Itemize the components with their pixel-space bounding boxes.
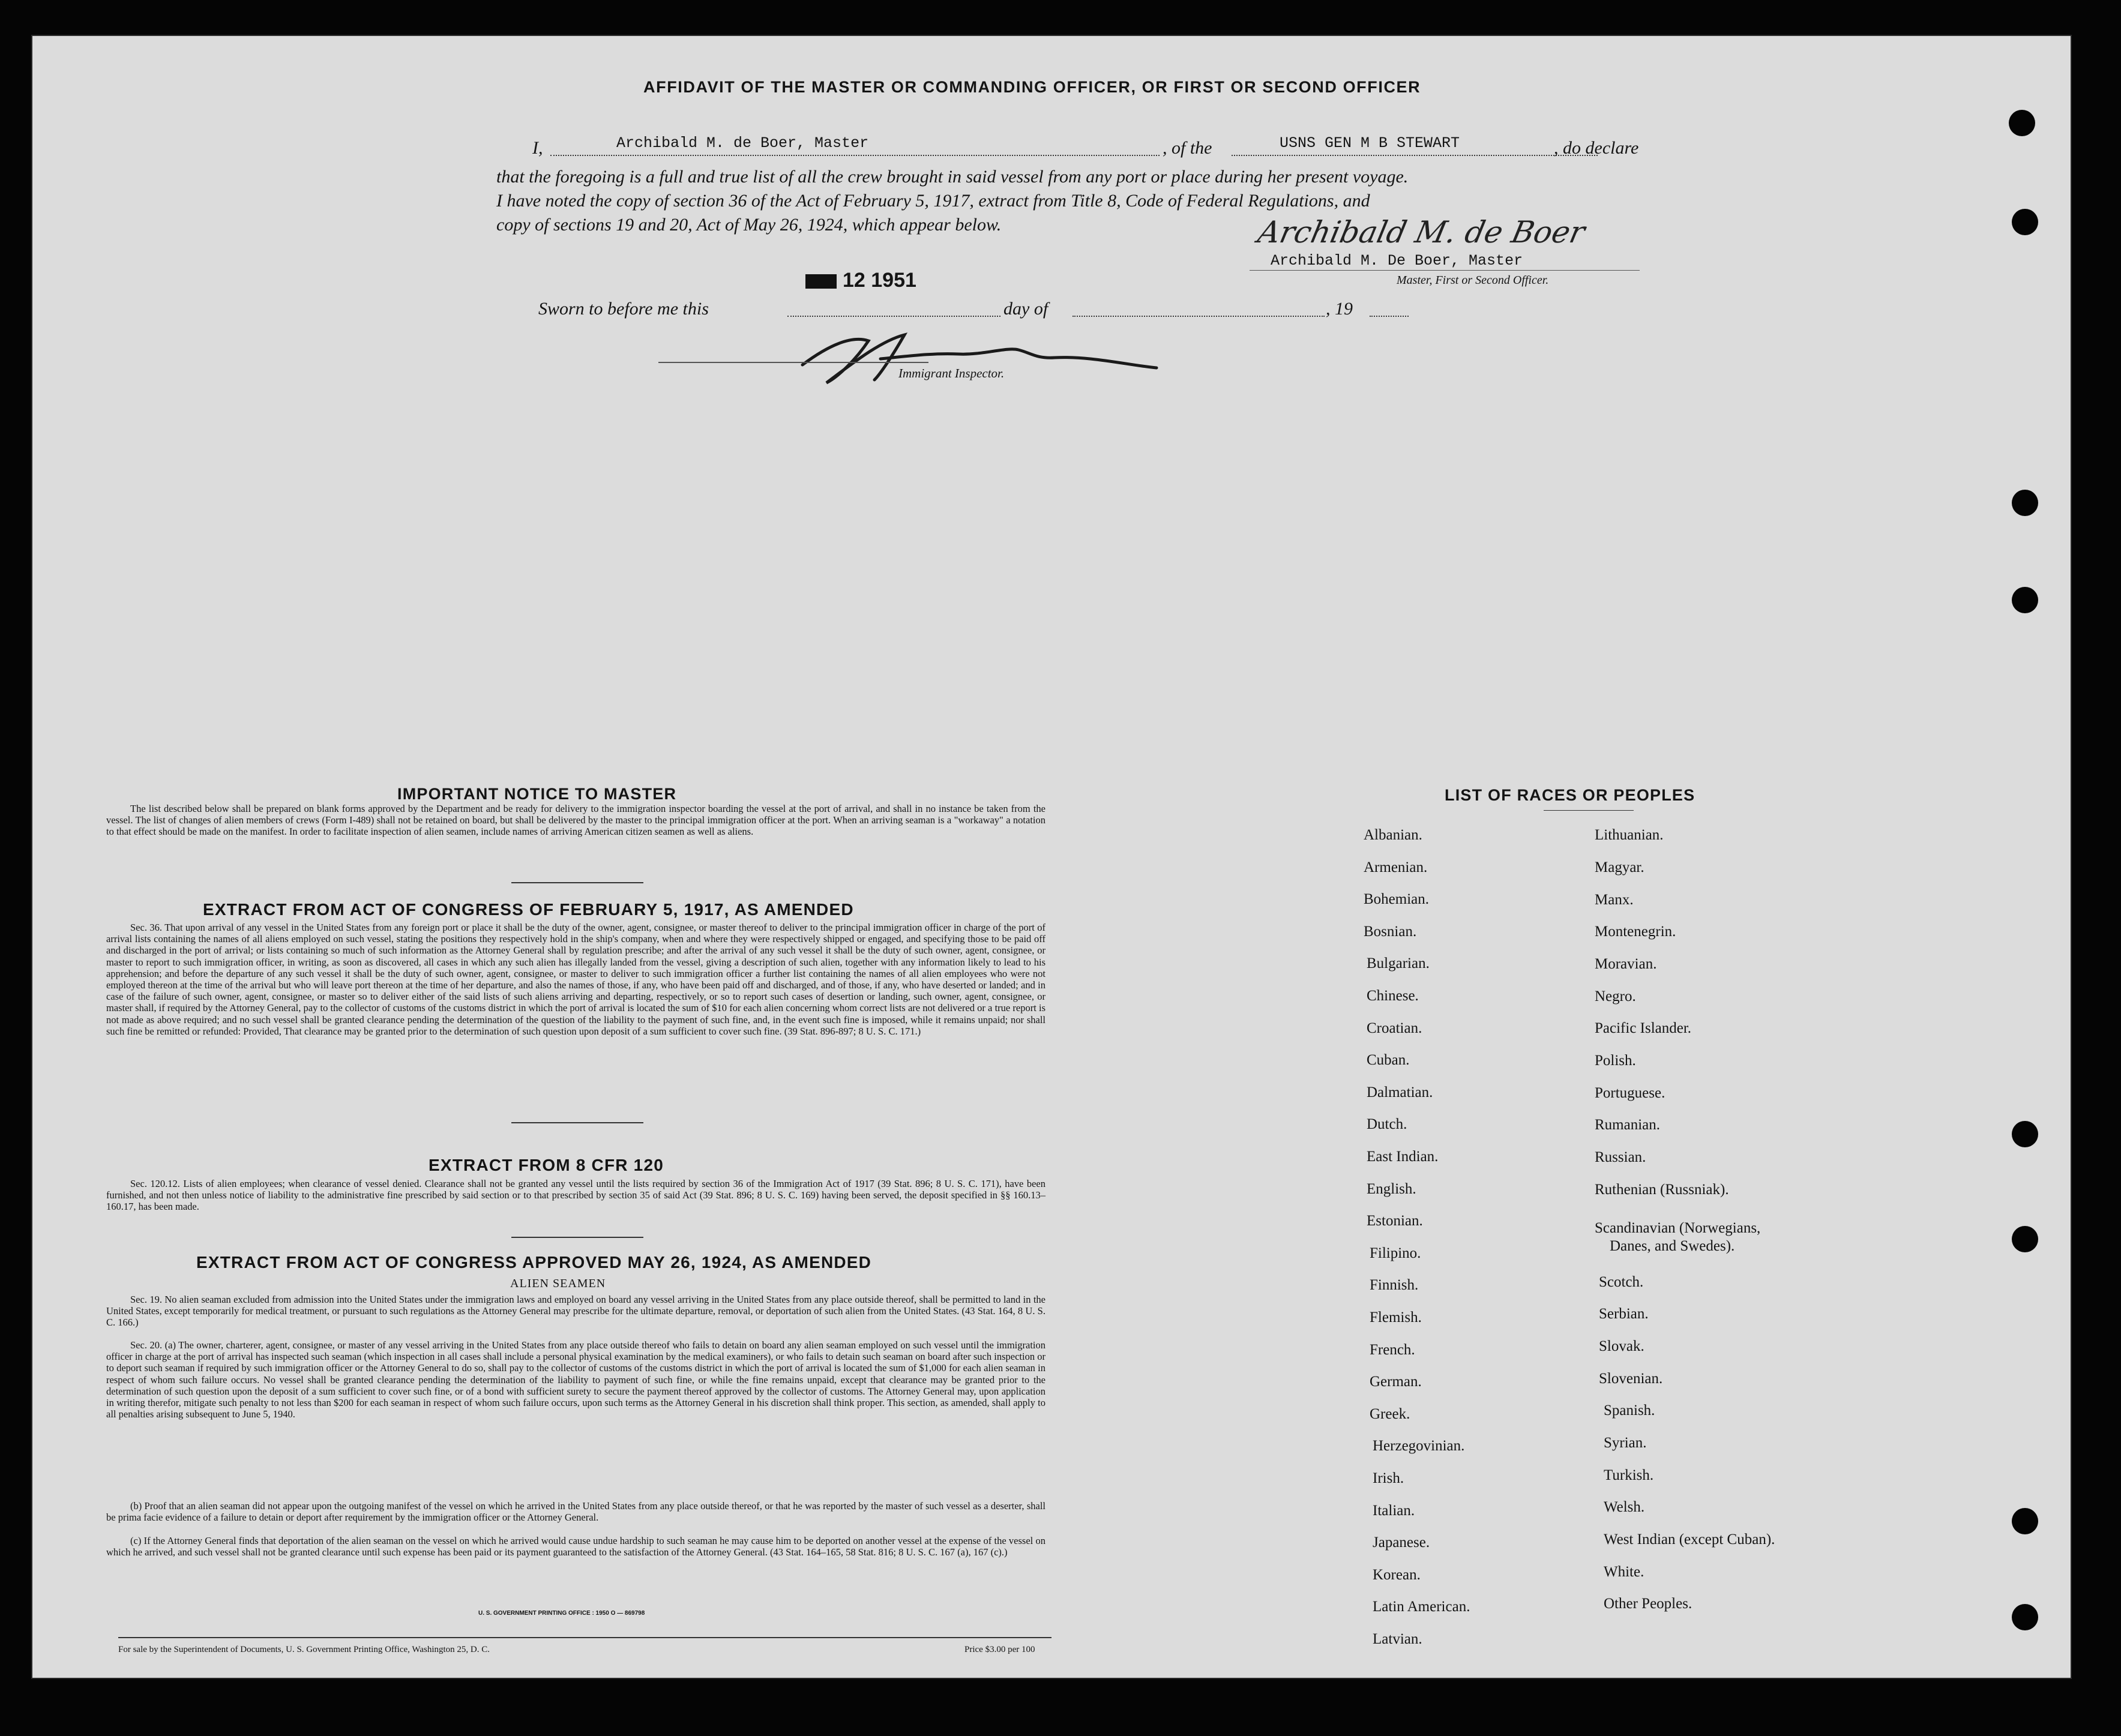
race-left-item: Filipino. bbox=[1370, 1245, 1421, 1261]
extract-1924-sec20b: (b) Proof that an alien seaman did not appear upon the outgoing manifest of the vessel on which he arrived in the United States from any place outside thereof, or that he was reported by the master of such vessel as a deserter, shall be prima facie evidence of a failure to detain or deport after requirement by the immigration officer or the Attorney General. bbox=[106, 1500, 1045, 1524]
race-left-item: German. bbox=[1370, 1374, 1422, 1390]
notice-title: IMPORTANT NOTICE TO MASTER bbox=[397, 785, 677, 803]
race-right-item: Scandinavian (Norwegians, bbox=[1595, 1220, 1761, 1236]
extract-1924-sec19: Sec. 19. No alien seaman excluded from admission into the United States under the immigration laws and employed on board any vessel arriving in the United States from any place outside thereof, shall be permitted to land in the United States, except temporarily for medical treatment, or pursuant to such regulations as the Attorney General may prescribe for the ultimate departure, removal, or deportation of such alien from the United States. (43 Stat. 164, 8 U. S. C. 166.) bbox=[106, 1294, 1045, 1329]
punch-hole-1 bbox=[2009, 110, 2035, 136]
race-left-item: Herzegovinian. bbox=[1373, 1438, 1465, 1455]
divider bbox=[1544, 810, 1634, 811]
race-right-item: West Indian (except Cuban). bbox=[1604, 1531, 1775, 1548]
race-left-item: Bosnian. bbox=[1364, 923, 1417, 940]
extract-1917-title: EXTRACT FROM ACT OF CONGRESS OF FEBRUARY 5, 1917, AS AMENDED bbox=[203, 900, 854, 919]
master-typed-name: Archibald M. De Boer, Master bbox=[1271, 252, 1523, 269]
sworn-prefix: Sworn to before me this bbox=[538, 299, 709, 319]
extract-1917-body: Sec. 36. That upon arrival of any vessel in the United States from any foreign port or place it shall be the duty of the owner, agent, consignee, or master thereof to deliver to the principal immigration officer in charge of the port of arrival lists containing the names of all aliens employed on such vessel, stating the positions they respectively hold in the ship's company, when and where they were respectively shipped or engaged, and specifying those to be paid off and discharged in the port of arrival; or lists containing so much of such information as the Attorney General shall by regulation prescribe; and after the arrival of any such vessel it shall be the duty of such owner, agent, consignee, or master to report to such immigration officer, in writing, as soon as discovered, all cases in which any such alien has illegally landed from the vessel, giving a description of such alien, together with any information likely to lead to his apprehension; and before the departure of any such vessel it shall be the duty of such owner, agent, consignee, or master to deliver to such immigration officer a further list containing the names of all alien employees who were not employed thereon at the time of the arrival but who will leave port thereon at the time of her departure, and also the names of those, if any, who have been paid off and discharged, and of those, if any, who have deserted or landed; and in case of the failure of such owner, agent, consignee, or master so to deliver either of the said lists of such aliens arriving and departing, respectively, or so to report such cases of desertion or landing, such owner, agent, consignee, or master shall, if required by the Attorney General, pay to the collector of customs of the customs district in which the port of arrival is located the sum of $10 for each alien concerning whom correct lists are not delivered or a true report is not made as above required; and no such vessel shall be granted clearance pending the determination of the question of the liability to the payment of such fine, and, in the event such fine is imposed, while it remains unpaid; nor shall such fine be remitted or refunded: Provided, That clearance may be granted prior to the determination of such question upon deposit of a sum sufficient to cover such fine. (39 Stat. 896-897; 8 U. S. C. 171.) bbox=[106, 922, 1045, 1037]
race-left-item: Greek. bbox=[1370, 1405, 1410, 1422]
race-right-item: Magyar. bbox=[1595, 859, 1644, 876]
punch-hole-6 bbox=[2012, 1226, 2038, 1252]
divider bbox=[511, 1237, 643, 1238]
race-left-item: Dutch. bbox=[1367, 1116, 1407, 1133]
affidavit-form-page bbox=[31, 35, 2072, 1679]
races-title: LIST OF RACES OR PEOPLES bbox=[1445, 786, 1695, 804]
race-right-item: Other Peoples. bbox=[1604, 1596, 1692, 1612]
race-left-item: English. bbox=[1367, 1180, 1416, 1197]
race-left-item: Croatian. bbox=[1367, 1020, 1422, 1036]
race-right-item: Welsh. bbox=[1604, 1499, 1645, 1515]
race-left-item: East Indian. bbox=[1367, 1149, 1439, 1165]
punch-hole-7 bbox=[2012, 1508, 2038, 1534]
extract-1924-title: EXTRACT FROM ACT OF CONGRESS APPROVED MAY 26, 1924, AS AMENDED bbox=[196, 1253, 872, 1272]
race-left-item: Italian. bbox=[1373, 1502, 1415, 1519]
affidavit-of-the: , of the bbox=[1163, 138, 1212, 158]
race-left-item: Cuban. bbox=[1367, 1052, 1410, 1069]
affidavit-title: AFFIDAVIT OF THE MASTER OR COMMANDING OFFICER, OR FIRST OR SECOND OFFICER bbox=[643, 78, 1421, 96]
notice-body: The list described below shall be prepared on blank forms approved by the Department and be ready for delivery to the immigration inspector boarding the vessel at the port of arrival, and shall in no instance be taken from the vessel. The list of changes of alien members of crews (Form I-489) shall not be retained on board, but shall be delivered by the master to the principal immigration officer at the port. When an arriving seaman is a "workaway" a notation to that effect should be made on the manifest. In order to facilitate inspection of alien seamen, include names of arriving American citizen seamen as well as aliens. bbox=[106, 803, 1045, 838]
affidavit-line-2: that the foregoing is a full and true list of all the crew brought in said vessel from any port or place during her present voyage. bbox=[496, 167, 1409, 187]
punch-hole-4 bbox=[2012, 587, 2038, 613]
extract-1924-subtitle: ALIEN SEAMEN bbox=[510, 1277, 606, 1290]
race-right-item: Serbian. bbox=[1599, 1306, 1649, 1322]
race-left-item: French. bbox=[1370, 1341, 1415, 1358]
race-left-item: Finnish. bbox=[1370, 1277, 1419, 1294]
race-left-item: Latvian. bbox=[1373, 1631, 1422, 1647]
punch-hole-5 bbox=[2012, 1121, 2038, 1147]
date-stamp bbox=[805, 269, 916, 292]
race-right-item: Pacific Islander. bbox=[1595, 1020, 1692, 1036]
race-right-item: Rumanian. bbox=[1595, 1117, 1661, 1133]
vessel-name: USNS GEN M B STEWART bbox=[1280, 134, 1460, 152]
punch-hole-3 bbox=[2012, 490, 2038, 516]
extract-cfr-body: Sec. 120.12. Lists of alien employees; when clearance of vessel denied. Clearance shall not be granted any vessel until the lists required by section 36 of the Immigration Act of 1917 (39 Stat. 896; 8 U. S. C. 171), have been furnished, and not then unless notice of liability to the administrative fine prescribed by said section or to that prescribed by section 35 of said Act (39 Stat. 896; 8 U. S. C. 169) having been served, the deposit specified in §§ 160.13–160.17, has been made. bbox=[106, 1178, 1045, 1213]
affidavit-line-1 bbox=[496, 134, 1664, 162]
race-right-item: Portuguese. bbox=[1595, 1085, 1665, 1101]
race-right-item: Russian. bbox=[1595, 1149, 1646, 1165]
gpo-imprint: U. S. GOVERNMENT PRINTING OFFICE : 1950 O — 869798 bbox=[478, 1610, 645, 1617]
race-right-item: Spanish. bbox=[1604, 1402, 1655, 1419]
race-right-item: Polish. bbox=[1595, 1053, 1636, 1069]
race-right-item: Syrian. bbox=[1604, 1435, 1647, 1451]
affidavit-i: I, bbox=[532, 138, 543, 158]
race-left-item: Flemish. bbox=[1370, 1309, 1422, 1326]
race-left-item: Irish. bbox=[1373, 1470, 1404, 1486]
race-right-item: Lithuanian. bbox=[1595, 827, 1664, 843]
race-right-item: Danes, and Swedes). bbox=[1610, 1238, 1735, 1254]
sworn-line bbox=[538, 299, 1409, 323]
punch-hole-2 bbox=[2012, 209, 2038, 235]
race-left-item: Bulgarian. bbox=[1367, 955, 1430, 972]
race-left-item: Albanian. bbox=[1364, 827, 1422, 843]
race-right-item: Scotch. bbox=[1599, 1274, 1644, 1290]
race-left-item: Chinese. bbox=[1367, 988, 1419, 1004]
extract-cfr-title: EXTRACT FROM 8 CFR 120 bbox=[429, 1156, 664, 1174]
footer-price: Price $3.00 per 100 bbox=[964, 1645, 1035, 1654]
race-right-item: Ruthenian (Russniak). bbox=[1595, 1182, 1729, 1198]
sworn-day: day of bbox=[1003, 299, 1048, 319]
affidavit-declare: , do declare bbox=[1554, 138, 1639, 158]
sworn-year: , 19 bbox=[1326, 299, 1353, 319]
footer-rule bbox=[118, 1637, 1051, 1638]
race-left-item: Bohemian. bbox=[1364, 891, 1430, 908]
affidavit-line-3: I have noted the copy of section 36 of the Act of February 5, 1917, extract from Title 8, Code of Federal Regulations, and bbox=[496, 191, 1370, 211]
divider bbox=[511, 882, 643, 883]
race-right-item: Negro. bbox=[1595, 988, 1636, 1005]
master-name: Archibald M. de Boer, Master bbox=[616, 134, 869, 152]
footer-sale-notice: For sale by the Superintendent of Documents, U. S. Government Printing Office, Washington 25, D. C. bbox=[118, 1645, 490, 1654]
race-right-item: White. bbox=[1604, 1564, 1644, 1580]
race-right-item: Slovenian. bbox=[1599, 1371, 1663, 1387]
master-signature: Archibald M. de Boer bbox=[1254, 215, 1588, 250]
date-stamp-text: 12 1951 bbox=[843, 269, 916, 292]
race-left-item: Armenian. bbox=[1364, 859, 1428, 876]
race-left-item: Korean. bbox=[1373, 1566, 1421, 1583]
inspector-label: Immigrant Inspector. bbox=[898, 366, 1005, 380]
divider bbox=[511, 1122, 643, 1123]
race-right-item: Slovak. bbox=[1599, 1338, 1644, 1354]
race-left-item: Estonian. bbox=[1367, 1213, 1423, 1230]
race-right-item: Turkish. bbox=[1604, 1467, 1654, 1483]
race-right-item: Moravian. bbox=[1595, 956, 1657, 972]
master-title: Master, First or Second Officer. bbox=[1397, 274, 1549, 287]
race-right-item: Montenegrin. bbox=[1595, 924, 1676, 940]
punch-hole-8 bbox=[2012, 1604, 2038, 1630]
extract-1924-sec20c: (c) If the Attorney General finds that deportation of the alien seaman on the vessel on which he arrived would cause undue hardship to such seaman he may cause him to be deported on another vessel at the expense of the vessel on which he arrived, and such vessel shall not be granted clearance until such expense has been paid or its payment guaranteed to the satisfaction of the Attorney General. (43 Stat. 164–165, 58 Stat. 816; 8 U. S. C. 167 (a), 167 (c).) bbox=[106, 1535, 1045, 1558]
race-left-item: Dalmatian. bbox=[1367, 1084, 1433, 1101]
race-left-item: Japanese. bbox=[1373, 1534, 1430, 1551]
race-right-item: Manx. bbox=[1595, 892, 1634, 908]
extract-1924-sec20a: Sec. 20. (a) The owner, charterer, agent, consignee, or master of any vessel arriving in the United States from any place outside thereof who fails to detain on board any alien seaman employed on such vessel until the immigration officer in charge at the port of arrival has inspected such seaman (which inspection in all cases shall include a personal physical examination by the medical examiners), or who fails to detain such seaman on board after such inspection or to deport such seaman if required by such immigration officer or the Attorney General to do so, shall pay to the collector of customs of the customs district in which the port of arrival is located the sum of $1,000 for each alien seaman in respect of whom such failure occurs. No vessel shall be granted clearance pending the determination of the liability to payment of such fine, or while the fine remains unpaid, except that clearance may be granted prior to the determination of such question upon the deposit of a sum sufficient to cover such fine, or of a bond with sufficient surety to secure the payment thereof approved by the collector of customs. The Attorney General may, upon application in writing therefor, mitigate such penalty to not less than $200 for each seaman in respect of whom such failure occurs, upon such terms as the Attorney General in his discretion shall think proper. This section, as amended, shall apply to all penalties arising subsequent to June 5, 1940. bbox=[106, 1339, 1045, 1420]
race-left-item: Latin American. bbox=[1373, 1599, 1470, 1615]
affidavit-line-4: copy of sections 19 and 20, Act of May 26, 1924, which appear below. bbox=[496, 215, 1002, 235]
